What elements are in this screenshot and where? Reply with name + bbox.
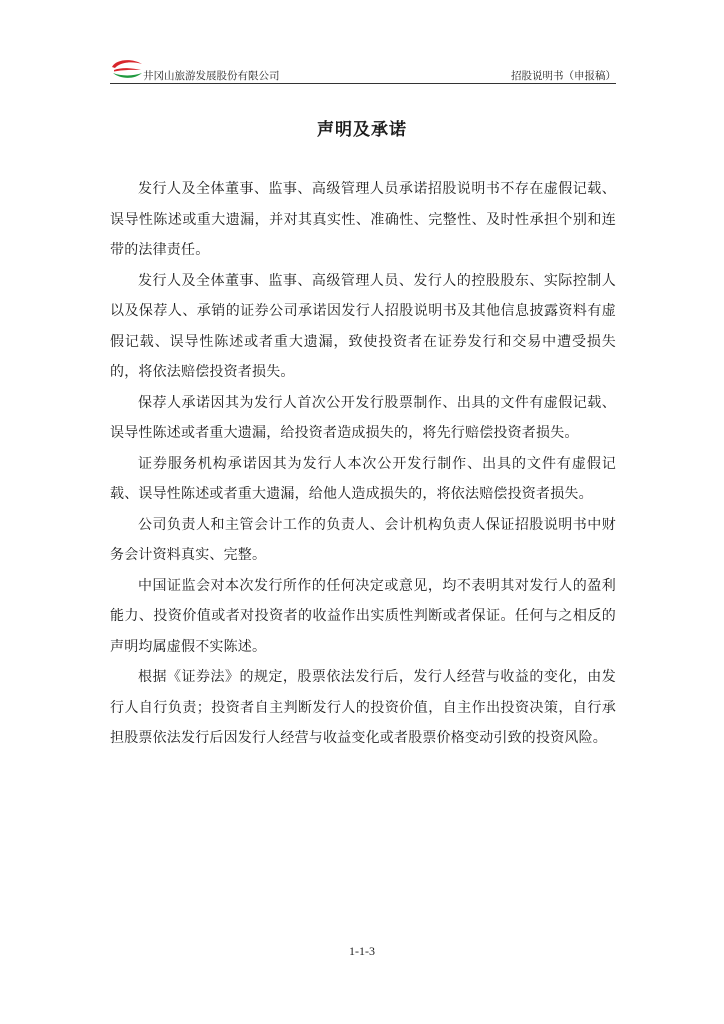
page-header (110, 58, 616, 84)
statement-body (110, 174, 616, 754)
paragraph: 证券服务机构承诺因其为发行人本次公开发行制作、出具的文件有虚假记载、误导性陈述或者重大遗漏，给他人造成损失的，将依法赔偿投资者损失。 (110, 455, 616, 502)
company-name: 井冈山旅游发展股份有限公司 (143, 70, 280, 82)
paragraph: 保荐人承诺因其为发行人首次公开发行股票制作、出具的文件有虚假记载、误导性陈述或者重大遗漏，给投资者造成损失的，将先行赔偿投资者损失。 (110, 394, 616, 441)
company-logo-icon (110, 58, 144, 80)
paragraph: 发行人及全体董事、监事、高级管理人员承诺招股说明书不存在虚假记载、误导性陈述或重大遗漏，并对其真实性、准确性、完整性、及时性承担个别和连带的法律责任。 (110, 181, 616, 258)
paragraph: 中国证监会对本次发行所作的任何决定或意见，均不表明其对发行人的盈利能力、投资价值或者对投资者的收益作出实质性判断或者保证。任何与之相反的声明均属虚假不实陈述。 (110, 577, 616, 655)
page-title: 声明及承诺 (317, 120, 407, 140)
header-divider (110, 83, 616, 84)
page-number: 1-1-3 (349, 944, 375, 958)
paragraph: 发行人及全体董事、监事、高级管理人员、发行人的控股股东、实际控制人以及保荐人、承销的证券公司承诺因发行人招股说明书及其他信息披露资料有虚假记载、误导性陈述或者重大遗漏，致使投资者在证券发行和交易中遭受损失的，将依法赔偿投资者损失。 (110, 272, 616, 380)
paragraph: 公司负责人和主管会计工作的负责人、会计机构负责人保证招股说明书中财务会计资料真实、完整。 (110, 516, 616, 563)
document-type: 招股说明书（申报稿） (511, 70, 616, 82)
paragraph: 根据《证券法》的规定，股票依法发行后，发行人经营与收益的变化，由发行人自行负责；投资者自主判断发行人的投资价值，自主作出投资决策，自行承担股票依法发行后因发行人经营与收益变化或者股票价格变动引致的投资风险。 (110, 669, 616, 746)
